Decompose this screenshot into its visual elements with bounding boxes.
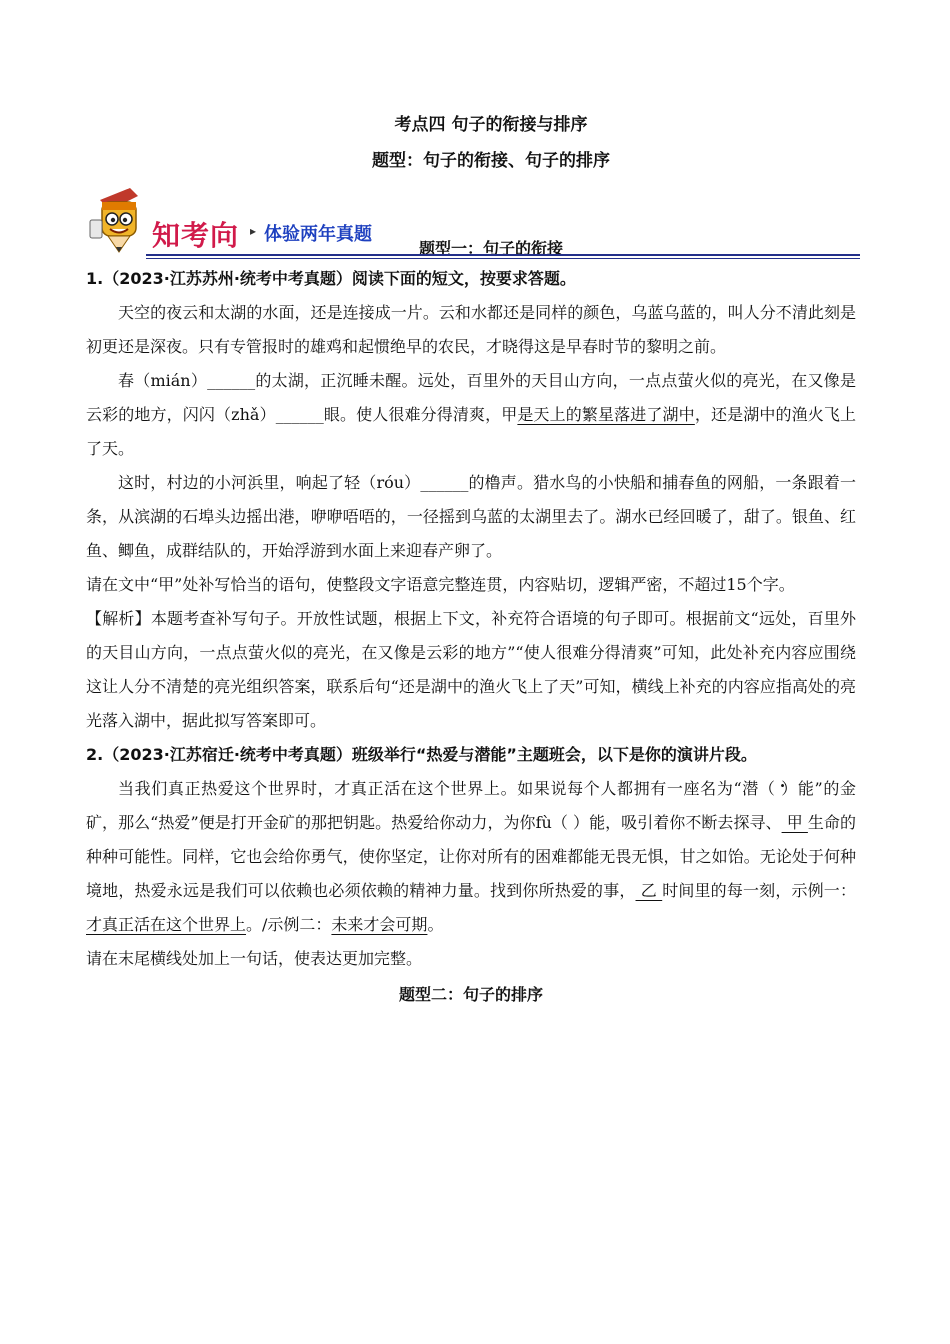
brand-label: 知考向 (152, 219, 240, 252)
q1-analysis: 【解析】本题考查补写句子。开放性试题，根据上下文，补充符合语境的句子即可。根据前文“远处，百里外的天目山方向，一点点萤火似的亮光，在又像是云彩的地方”“使人很难分得清爽”可知，此处补充内容应围绕这让人分不清楚的亮光组织答案，联系后句“还是湖中的渔火飞上了天”可知，横线上补充的内容应指高处的亮光落入湖中，据此拟写答案即可。 (86, 609, 856, 730)
document-page (86, 110, 856, 1012)
q2-p1-text-f: 。 (427, 915, 444, 934)
q2-instruction: 请在末尾横线处加上一句话，使表达更加完整。 (86, 949, 423, 968)
q2-example-1: 才真正活在这个世界上 (86, 915, 247, 934)
q1-underlined-answer: 是天上的繁星落进了湖中 (517, 405, 695, 424)
q2-example-2: 未来才会可期 (331, 915, 428, 934)
q1-paragraph-3: 这时，村边的小河浜里，响起了轻（róu）______的橹声。猎水鸟的小快船和捕春鱼的网船，一条跟着一条，从滨湖的石埠头边摇出港，咿咿唔唔的，一径摇到乌蓝的太湖里去了。湖水已经回暖了，甜了。银鱼、红鱼、鲫鱼，成群结队的，开始浮游到水面上来迎春产卵了。 (86, 473, 856, 560)
q2-p1-text-a: 当我们真正热爱这个世界时，才真正活在这个世界上。如果说每个人都拥有一座名为“ (118, 779, 742, 798)
q2-p1-text-b: （ ）能”的金矿，那么“热爱”便是打开金矿的那把钥匙。热爱给你动力，为你fù（ ）能，吸引着你不断去探寻、 (86, 779, 856, 832)
banner-tagline: 体验两年真题 (264, 224, 372, 245)
q1-paragraph-2 (86, 364, 856, 466)
page-title: 考点四 句子的衔接与排序 (394, 115, 588, 135)
banner-rule-thick (146, 254, 860, 256)
q2-p1-text-e: 。/示例二： (246, 915, 332, 934)
q2-p1-text-c: 生命的种种可能性。同样，它也会给你勇气，使你坚定，让你对所有的困难都能无畏无惧，甘之如饴。无论处于何种境地，热爱永远是我们可以依赖也必须依赖的精神力量。找到你所热爱的事， (86, 813, 856, 900)
q2-p1-text-d: 时间里的每一刻，示例一： (662, 881, 856, 900)
q1-instruction: 请在文中“甲”处补写恰当的语句，使整段文字语意完整连贯，内容贴切，逻辑严密，不超过15个字。 (86, 575, 795, 594)
q1-paragraph-1: 天空的夜云和太湖的水面，还是连接成一片。云和水都还是同样的颜色，乌蓝乌蓝的，叫人分不清此刻是初更还是深夜。只有专管报时的雄鸡和起惯绝早的农民，才晓得这是早春时节的黎明之前。 (86, 303, 856, 356)
question-1-title: 1.（2023·江苏苏州·统考中考真题）阅读下面的短文，按要求答题。 (86, 269, 576, 288)
q1-p2-text-a: 春（mián）______的太湖，正沉睡未醒。远处，百里外的天目山方向，一点点萤火似的亮光，在又像是云彩的地方，闪闪（zhǎ）______眼。使人很难分得清爽，甲 (86, 371, 856, 424)
triangle-arrow-icon: ▸ (250, 224, 257, 238)
q2-paragraph-1 (86, 772, 856, 942)
q2-blank-jia: 甲 (781, 813, 808, 832)
page-subtitle: 题型：句子的衔接、句子的排序 (372, 151, 610, 171)
q2-dotted-char: . 潜 (742, 779, 759, 798)
section-heading-1: 题型一：句子的衔接 (418, 239, 563, 258)
section-banner (86, 184, 856, 262)
banner-rule-thin (146, 258, 860, 259)
q2-blank-yi: 乙 (635, 881, 663, 900)
section-heading-2: 题型二：句子的排序 (398, 985, 543, 1004)
question-2-title: 2.（2023·江苏宿迁·统考中考真题）班级举行“热爱与潜能”主题班会，以下是你的演讲片段。 (86, 745, 757, 764)
q1-p2-text-b: ，还是湖中的渔火飞上了天。 (86, 405, 856, 458)
